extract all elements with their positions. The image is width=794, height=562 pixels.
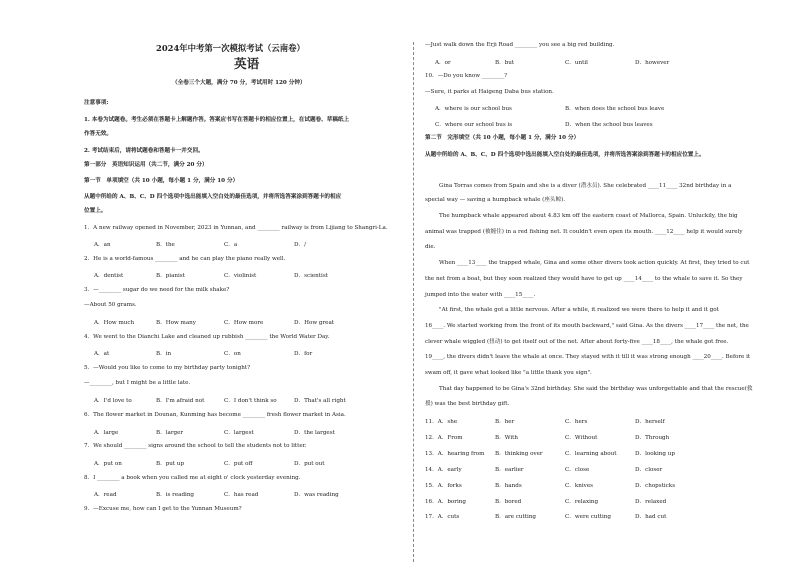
q12-option-a[interactable]: 12．A．From xyxy=(425,435,463,441)
q10-option-a[interactable]: A．where is our school bus xyxy=(435,106,512,112)
q6-option-d[interactable]: D．the largest xyxy=(294,430,335,436)
q14-option-b[interactable]: B．earlier xyxy=(495,467,524,473)
question-6: 6．The flower market in Dounan, Kunming has become ________ fresh flower market in Asia. xyxy=(84,412,346,418)
q16-option-d[interactable]: D．relaxed xyxy=(635,499,667,505)
notes-heading: 注意事项: xyxy=(84,100,109,106)
passage-p4c: clever whale wiggled (扭动) to get itself out of the net. After about forty-five ____18____, the whale got free. xyxy=(425,339,729,345)
q9-option-a[interactable]: A．or xyxy=(435,60,451,66)
q11-option-b[interactable]: B．her xyxy=(495,419,515,425)
section-2-instruction: 从题中所给的 A、B、C、D 四个选项中选出能填入空白处的最佳选项，并将所选答案涂到答题卡的相应位置上。 xyxy=(425,152,705,158)
q5-option-c[interactable]: C．I don't think so xyxy=(224,398,277,404)
q9-option-b[interactable]: B．but xyxy=(495,60,515,66)
note-2: 2. 考试结束后，请将试题卷和答题卡一并交回。 xyxy=(84,148,204,154)
q3-option-d[interactable]: D．How great xyxy=(294,320,335,326)
q17-option-c[interactable]: C．were cutting xyxy=(565,514,611,520)
q1-option-a[interactable]: A．an xyxy=(94,242,111,248)
q12-option-b[interactable]: B．With xyxy=(495,435,518,441)
q5-option-d[interactable]: D．That's all right xyxy=(294,398,346,404)
q2-option-a[interactable]: A．dentist xyxy=(94,273,124,279)
q8-option-b[interactable]: B．is reading xyxy=(156,492,195,498)
q3-option-b[interactable]: B．How many xyxy=(156,320,196,326)
q17-option-d[interactable]: D．had cut xyxy=(635,514,667,520)
q12-option-d[interactable]: D．Through xyxy=(635,435,670,441)
question-2: 2．He is a world-famous ________ and he can play the piano really well. xyxy=(84,256,286,262)
passage-p3c: jumped into the water with ____15____. xyxy=(425,292,536,298)
question-8: 8．I ________ a book when you called me at eight o' clock yesterday evening. xyxy=(84,475,301,481)
question-1: 1．A new railway opened in November, 2023 in Yunnan, and ________ railway is from Lijiang to Shangri-La. xyxy=(84,225,388,231)
q2-option-b[interactable]: B．pianist xyxy=(156,273,185,279)
passage-p2b: animal was trapped (被缠住) in a red fishing net. It couldn't even open its mouth. ____12____ help it would surely xyxy=(425,229,743,235)
q15-option-b[interactable]: B．hands xyxy=(495,483,522,489)
passage-p5a: That day happened to be Gina's 32nd birthday. She said the birthday was unforgettable and that the rescue(救 xyxy=(439,386,753,392)
question-9-cont: —Just walk down the Erji Road ________ you see a big red building. xyxy=(425,42,615,48)
q16-option-a[interactable]: 16．A．boring xyxy=(425,499,466,505)
q7-option-d[interactable]: D．put out xyxy=(294,461,325,467)
q7-option-a[interactable]: A．put on xyxy=(94,461,122,467)
question-7: 7．We should ________ signs around the school to tell the students not to litter. xyxy=(84,443,307,449)
q12-option-c[interactable]: C．Without xyxy=(565,435,598,441)
q4-option-b[interactable]: B．in xyxy=(156,351,172,357)
q6-option-a[interactable]: A．large xyxy=(94,430,119,436)
q1-option-c[interactable]: C．a xyxy=(224,242,238,248)
question-5: 5．—Would you like to come to my birthday party tonight? xyxy=(84,365,251,371)
q10-option-c[interactable]: C．where our school bus is xyxy=(435,122,513,128)
question-10-reply: —Sure, it parks at Haigeng Daba bus station. xyxy=(425,89,554,95)
subject-title: 英语 xyxy=(234,56,260,71)
passage-p2c: die. xyxy=(425,244,436,250)
q14-option-d[interactable]: D．closer xyxy=(635,467,663,473)
exam-title: 2024年中考第一次模拟考试（云南卷） xyxy=(156,43,305,53)
score-note: （全卷三个大题，满分 70 分，考试用时 120 分钟） xyxy=(172,80,306,86)
q7-option-b[interactable]: B．put up xyxy=(156,461,185,467)
q3-option-a[interactable]: A．How much xyxy=(94,320,135,326)
question-4: 4．We went to the Dianchi Lake and cleaned up rubbish ________ the World Water Day. xyxy=(84,334,330,340)
passage-p4d: 19____, the divers didn't leave the whale at once. They stayed with it till it was strong enough ____20____. Before it xyxy=(425,354,751,360)
q4-option-d[interactable]: D．for xyxy=(294,351,313,357)
q15-option-a[interactable]: 15．A．forks xyxy=(425,483,462,489)
q8-option-d[interactable]: D．was reading xyxy=(294,492,339,498)
q5-option-a[interactable]: A．I'd love to xyxy=(94,398,132,404)
q16-option-c[interactable]: C．relaxing xyxy=(565,499,599,505)
question-9: 9．—Excuse me, how can I get to the Yunnan Museum? xyxy=(84,506,242,512)
q4-option-c[interactable]: C．on xyxy=(224,351,241,357)
question-3-reply: —About 50 grams. xyxy=(84,302,137,308)
q17-option-a[interactable]: 17．A．cuts xyxy=(425,514,460,520)
section-2-heading: 第二节 完形填空（共 10 小题，每小题 1 分，满分 10 分） xyxy=(425,135,580,141)
section-1-heading: 第一节 单项填空（共 10 小题，每小题 1 分，满分 10 分） xyxy=(84,178,239,184)
q16-option-b[interactable]: B．bored xyxy=(495,499,522,505)
q14-option-a[interactable]: 14．A．early xyxy=(425,467,462,473)
q8-option-a[interactable]: A．read xyxy=(94,492,117,498)
passage-p4e: swam off, it gave what looked like "a little thank you sign". xyxy=(425,370,592,376)
q1-option-d[interactable]: D．/ xyxy=(294,242,306,248)
passage-p1b: special way — saving a humpback whale (座头鲸). xyxy=(425,197,566,203)
q8-option-c[interactable]: C．has read xyxy=(224,492,259,498)
q9-option-d[interactable]: D．however xyxy=(635,60,670,66)
question-3: 3．—________ sugar do we need for the milk shake? xyxy=(84,287,230,293)
q15-option-d[interactable]: D．chopsticks xyxy=(635,483,676,489)
column-divider xyxy=(413,42,414,562)
q9-option-c[interactable]: C．until xyxy=(565,60,588,66)
part-1-heading: 第一部分 英语知识运用（共二节，满分 20 分） xyxy=(84,162,208,168)
passage-p3a: When ____13____ the trapped whale, Gina and some other divers took action quickly. At first, they tried to cut xyxy=(439,260,750,266)
note-1b: 作答无效。 xyxy=(84,131,112,137)
q17-option-b[interactable]: B．are cutting xyxy=(495,514,537,520)
q13-option-c[interactable]: C．learning about xyxy=(565,451,617,457)
section-1-instruction-cont: 位置上。 xyxy=(84,208,107,214)
q1-option-b[interactable]: B．the xyxy=(156,242,175,248)
q15-option-c[interactable]: C．knives xyxy=(565,483,593,489)
q13-option-b[interactable]: B．thinking over xyxy=(495,451,543,457)
question-5-reply: —________, but I might be a little late. xyxy=(84,380,191,386)
passage-p3b: the net from a boat, but they soon realized they would have to get up ____14____ to the whale to save it. So they xyxy=(425,276,743,282)
q3-option-c[interactable]: C．How more xyxy=(224,320,264,326)
q13-option-a[interactable]: 13．A．hearing from xyxy=(425,451,485,457)
q7-option-c[interactable]: C．put off xyxy=(224,461,253,467)
q10-option-b[interactable]: B．when does the school bus leave xyxy=(565,106,665,112)
passage-p1a: Gina Torras comes from Spain and she is a diver (潜水员). She celebrated ____11____ 32nd birthday in a xyxy=(439,183,732,189)
passage-p4a: "At first, the whale got a little nervous. After a while, it realized we were there to help it and it got xyxy=(439,307,719,313)
q14-option-c[interactable]: C．close xyxy=(565,467,590,473)
q13-option-d[interactable]: D．looking up xyxy=(635,451,675,457)
passage-p2a: The humpback whale appeared about 4.83 km off the eastern coast of Mallorca, Spain. Unluckily, the big xyxy=(439,213,738,219)
q2-option-d[interactable]: D．scientist xyxy=(294,273,328,279)
q11-option-a[interactable]: 11．A．she xyxy=(425,419,458,425)
q6-option-b[interactable]: B．larger xyxy=(156,430,184,436)
q11-option-c[interactable]: C．hers xyxy=(565,419,588,425)
q4-option-a[interactable]: A．at xyxy=(94,351,110,357)
passage-p4b: 16____. We started working from the front of its mouth backward," said Gina. As the divers ____17____ the net, the xyxy=(425,323,749,329)
q6-option-c[interactable]: C．largest xyxy=(224,430,254,436)
note-1a: 1. 本卷为试题卷。考生必须在答题卡上解题作答。答案应书写在答题卡的相应位置上，在试题卷、草稿纸上 xyxy=(84,117,350,123)
passage-p5b: 援) was the best birthday gift. xyxy=(425,401,510,407)
q2-option-c[interactable]: C．violinist xyxy=(224,273,257,279)
q10-option-d[interactable]: D．when the school bus leaves xyxy=(565,122,653,128)
section-1-instruction: 从题中所给的 A、B、C、D 四个选项中选出能填入空白处的最佳选项，并将所选答案涂到答题卡的相应 xyxy=(84,194,342,200)
q5-option-b[interactable]: B．I'm afraid not xyxy=(156,398,205,404)
question-10: 10．—Do you know ________? xyxy=(425,73,508,79)
q11-option-d[interactable]: D．herself xyxy=(635,419,665,425)
